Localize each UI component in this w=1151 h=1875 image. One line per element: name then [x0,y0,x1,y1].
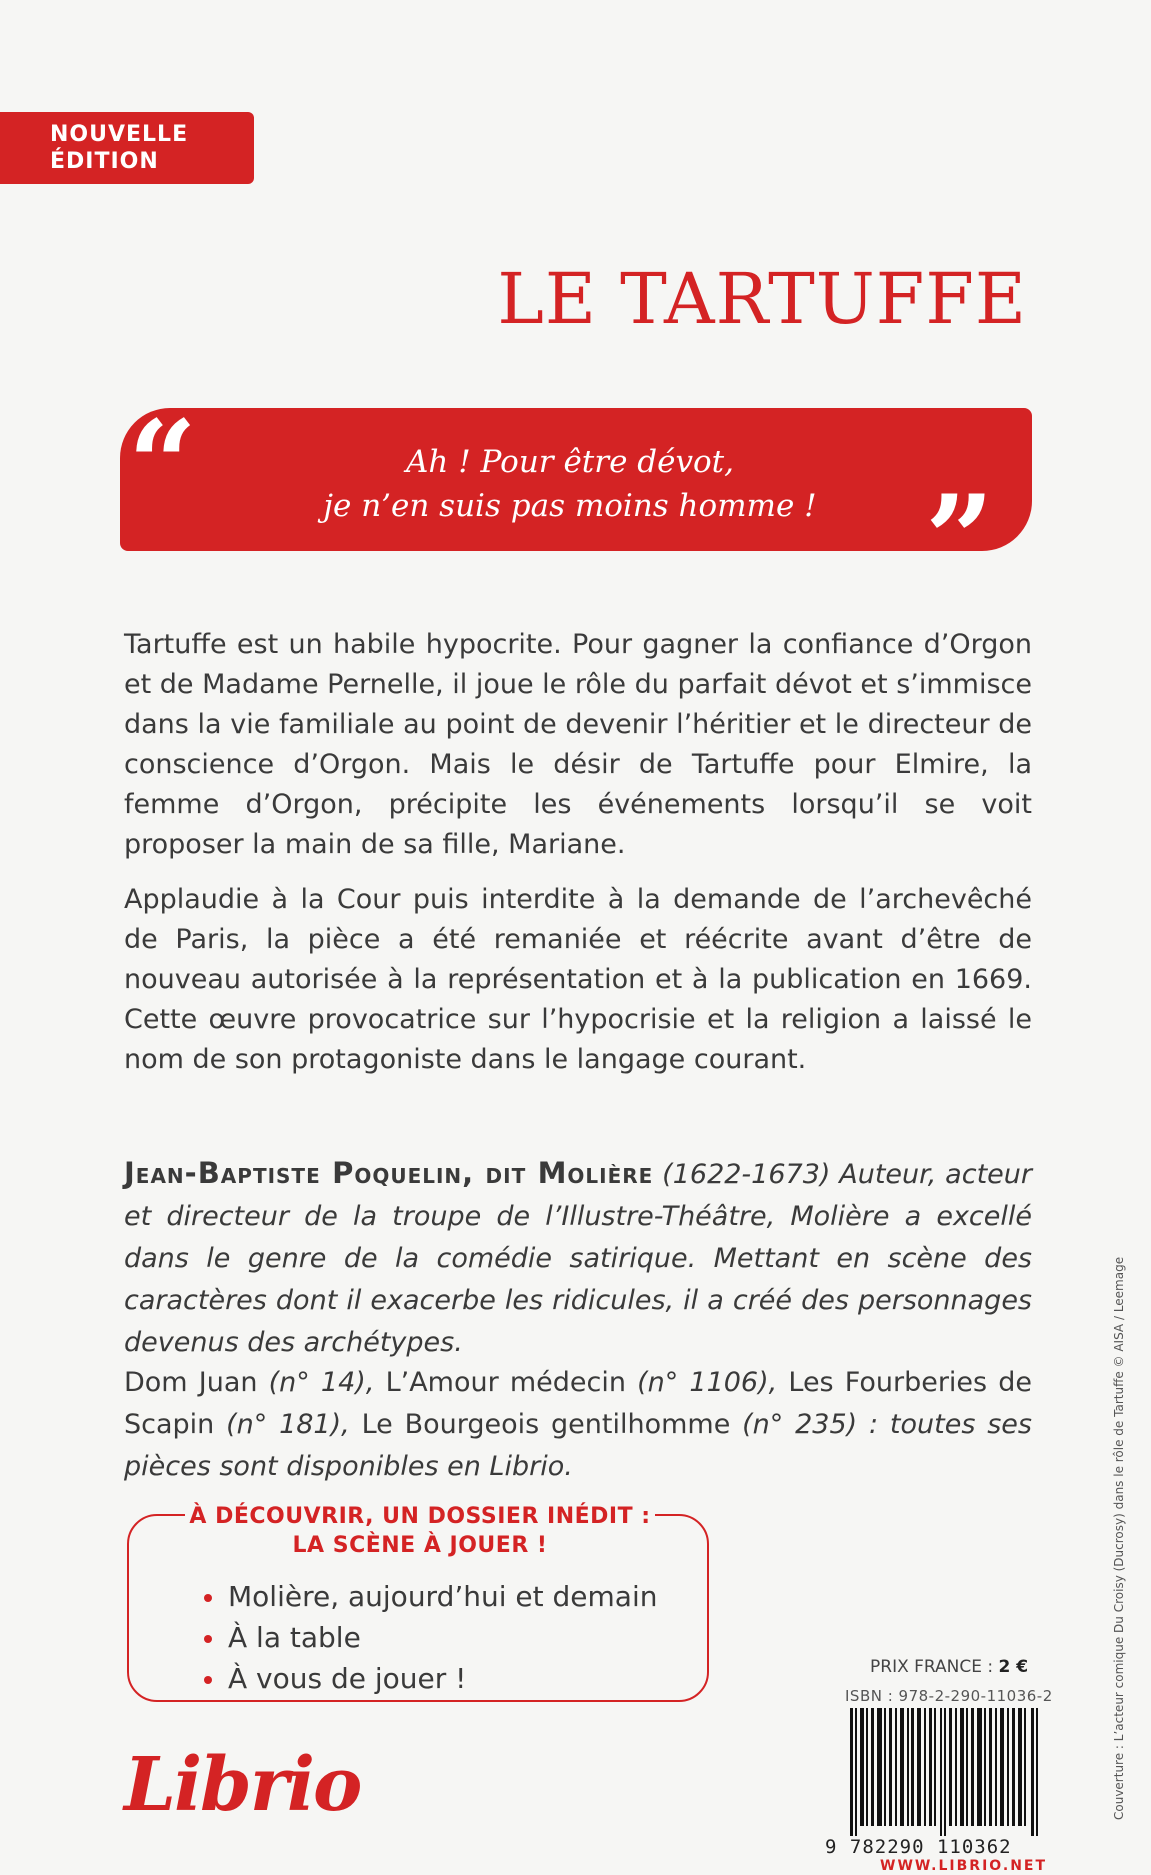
work-number: (n° 235) [730,1409,858,1440]
isbn: ISBN : 978-2-290-11036-2 [845,1687,1053,1705]
list-item-label: Molière, aujourd’hui et demain [228,1580,658,1613]
list-item [200,1617,658,1658]
list-item [200,1658,658,1699]
badge-line-2: ÉDITION [50,149,159,174]
quote-line-2: je n’en suis pas moins homme ! [323,488,817,524]
work-number: (n° 1106), [625,1367,789,1398]
close-quote-icon: ” [925,469,995,610]
summary-paragraph-2: Applaudie à la Cour puis interdite à la demande de l’archevêché de Paris, la pièce a été remaniée et réécrite avant d’être de nouveau autorisée à la représentation et à la publication en 1669. Cette œuvre provocatrice sur l’hypocrisie et la religion a laissé le nom de son protagoniste dans le langage courant. [124,884,1032,1075]
bullet-icon [204,1635,212,1643]
dossier-heading-line-1: À DÉCOUVRIR, UN DOSSIER INÉDIT : [189,1504,651,1529]
works-availability: : toutes ses pièces sont disponibles en Librio. [124,1409,1032,1482]
price-label: PRIX FRANCE : [870,1657,999,1677]
work-number: (n° 14), [257,1367,386,1398]
bullet-icon [204,1594,212,1602]
quote-line-1: Ah ! Pour être dévot, [406,444,734,480]
work-title: Les Fourberies de Scapin [124,1367,1032,1440]
dossier-heading-line-2: LA SCÈNE À JOUER ! [292,1533,548,1558]
dossier-list [200,1576,658,1699]
bullet-icon [204,1676,212,1684]
list-item-label: À vous de jouer ! [228,1662,467,1695]
barcode-number: 9 782290 110362 [825,1836,1012,1858]
publisher-website: WWW.LIBRIO.NET [880,1858,1048,1874]
author-bio [124,1152,1032,1364]
cover-credit: Couverture : L’acteur comique Du Croisy (Ducrosy) dans le rôle de Tartuffe © AISA / Leemage [1112,1256,1126,1820]
price [870,1657,1028,1677]
book-title: LE TARTUFFE [497,258,1027,340]
other-works [124,1362,1032,1488]
list-item [200,1576,658,1617]
summary-paragraph-1: Tartuffe est un habile hypocrite. Pour gagner la confiance d’Orgon et de Madame Pernelle, il joue le rôle du parfait dévot et s’immisce dans la vie familiale au point de devenir l’héritier et le directeur de conscience d’Orgon. Mais le désir de Tartuffe pour Elmire, la femme d’Orgon, précipite les événements lorsqu’il se voit proposer la main de sa fille, Mariane. [124,629,1032,860]
badge-line-1: NOUVELLE [50,122,189,147]
list-item-label: À la table [228,1621,361,1654]
author-bio-text: (1622-1673) Auteur, acteur et directeur de la troupe de l’Illustre-Théâtre, Molière a excellé dans le genre de la comédie satirique. Mettant en scène des caractères dont il exacerbe les ridicules, il a créé des personnages devenus des archétypes. [124,1159,1032,1358]
dossier-heading [185,1502,655,1560]
author-name: Jean-Baptiste Poquelin, dit Molière [124,1156,654,1190]
work-number: (n° 181), [214,1409,362,1440]
barcode-icon [850,1708,1040,1836]
open-quote-icon: “ [128,394,198,535]
work-title: Dom Juan [124,1367,258,1398]
librio-logo: Librio [124,1742,361,1828]
work-title: L’Amour médecin [385,1367,626,1398]
work-title: Le Bourgeois gentilhomme [361,1409,731,1440]
price-value: 2 € [998,1657,1029,1677]
quote-text [240,440,900,528]
new-edition-badge [0,112,254,184]
